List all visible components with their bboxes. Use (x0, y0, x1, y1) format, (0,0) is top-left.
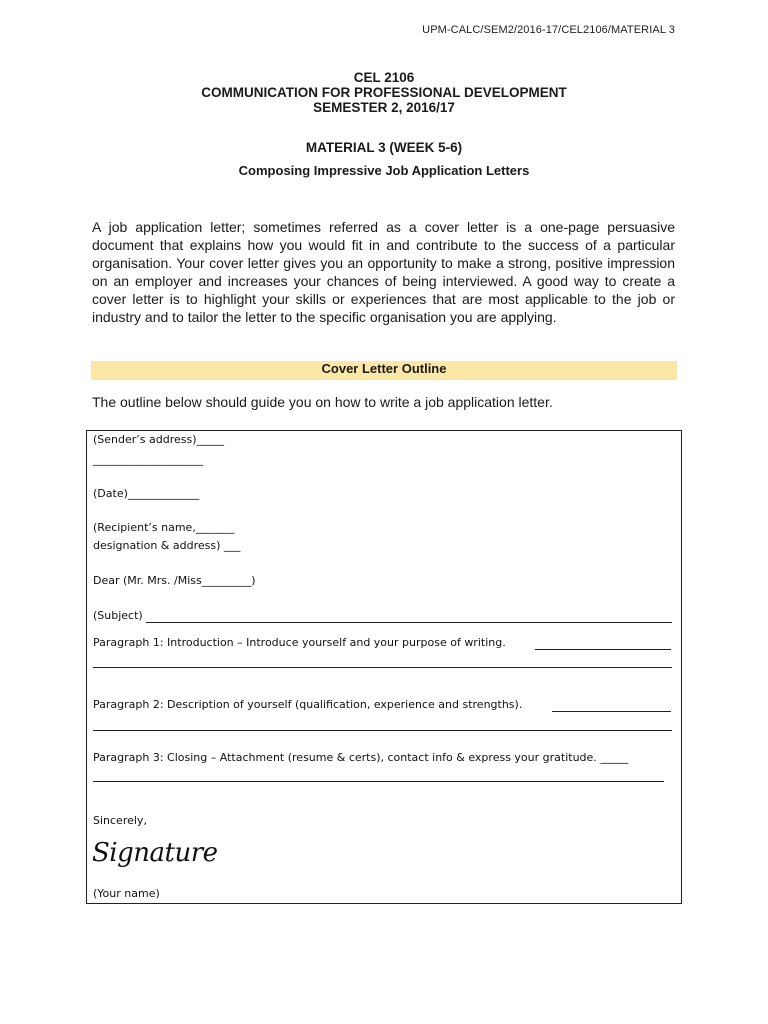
course-title: COMMUNICATION FOR PROFESSIONAL DEVELOPMENT (201, 85, 567, 100)
subtitle: Composing Impressive Job Application Letters (238, 163, 530, 178)
paragraph-2-line: Paragraph 2: Description of yourself (qualification, experience and strengths). (93, 698, 523, 711)
paragraph-3-rule (93, 781, 664, 782)
subject-rule (146, 622, 672, 623)
course-code: CEL 2106 (353, 70, 415, 85)
your-name-line: (Your name) (93, 887, 160, 900)
sender-address-line-2: ____________________ (93, 453, 203, 466)
closing-line: Sincerely, (93, 814, 147, 827)
paragraph-1-rule-tail (535, 649, 671, 650)
title-block (0, 70, 768, 115)
date-line: (Date)_____________ (93, 487, 200, 500)
semester: SEMESTER 2, 2016/17 (313, 100, 455, 115)
signature: Signature (92, 838, 218, 868)
intro-paragraph: A job application letter; sometimes referred as a cover letter is a one-page persuasive document that explains how you would fit in and contribute to the success of a particular organisation. Your cover letter gives you an opportunity to make a strong, positive impression on an employer and increases your chances of being interviewed. A good way to create a cover letter is to highlight your skills or experiences that are most applicable to the job or industry and to tailor the letter to the specific organisation you are applying. (92, 219, 675, 325)
paragraph-2-rule (93, 730, 672, 731)
paragraph-3-text: Paragraph 3: Closing – Attachment (resume & certs), contact info & express your gratitude. (93, 751, 597, 764)
sender-address-line: (Sender’s address)_____ (93, 433, 225, 446)
salutation-line: Dear (Mr. Mrs. /Miss_________) (93, 574, 256, 587)
material-heading: MATERIAL 3 (WEEK 5-6) (305, 140, 463, 155)
outline-heading-bar (91, 361, 677, 380)
paragraph-1-line: Paragraph 1: Introduction – Introduce yourself and your purpose of writing. (93, 636, 506, 649)
paragraph-3-line (93, 751, 628, 764)
recipient-line-1: (Recipient’s name,_______ (93, 521, 235, 534)
recipient-line-2: designation & address) ___ (93, 539, 241, 552)
paragraph-1-rule (93, 667, 672, 668)
outline-heading: Cover Letter Outline (321, 361, 447, 376)
subject-line: (Subject) (93, 609, 143, 622)
page-reference: UPM-CALC/SEM2/2016-17/CEL2106/MATERIAL 3 (422, 24, 675, 36)
paragraph-2-rule-tail (552, 711, 671, 712)
paragraph-3-tail: _____ (600, 751, 628, 764)
guide-text: The outline below should guide you on how to write a job application letter. (92, 394, 553, 410)
